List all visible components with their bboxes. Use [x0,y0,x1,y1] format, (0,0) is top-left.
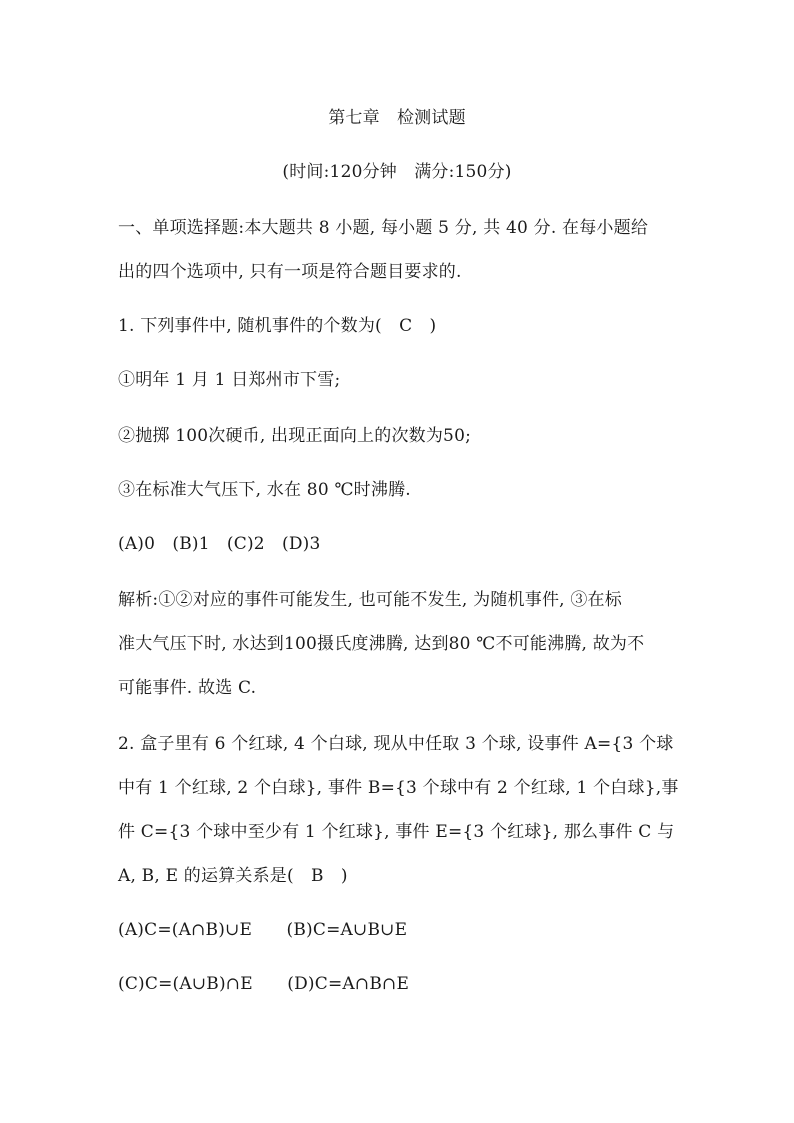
question-2-stem-line-3: 件 C={3 个球中至少有 1 个红球}, 事件 E={3 个红球}, 那么事件 C 与 [118,822,675,842]
question-2-options-a-b: (A)C=(A∩B)∪E (B)C=A∪B∪E [118,920,408,940]
question-1-item-1: ①明年 1 月 1 日郑州市下雪; [118,370,341,390]
question-2-stem-line-2: 中有 1 个红球, 2 个白球}, 事件 B={3 个球中有 2 个红球, 1 个白球},事 [118,778,679,798]
question-1-options: (A)0 (B)1 (C)2 (D)3 [118,534,321,554]
question-1-analysis-line-1: 解析:①②对应的事件可能发生, 也可能不发生, 为随机事件, ③在标 [118,590,622,610]
section-heading-line-2: 出的四个选项中, 只有一项是符合题目要求的. [118,262,462,282]
question-2-stem-line-4: A, B, E 的运算关系是( B ) [118,866,348,886]
question-1-analysis-line-3: 可能事件. 故选 C. [118,678,257,698]
page-subtitle: (时间:120分钟 满分:150分) [282,162,512,182]
question-2-options-c-d: (C)C=(A∪B)∩E (D)C=A∩B∩E [118,974,410,994]
question-1-item-2: ②抛掷 100次硬币, 出现正面向上的次数为50; [118,426,472,446]
question-1-stem: 1. 下列事件中, 随机事件的个数为( C ) [118,316,437,336]
question-2-stem-line-1: 2. 盒子里有 6 个红球, 4 个白球, 现从中任取 3 个球, 设事件 A={3 个球 [118,734,674,754]
page-title: 第七章 检测试题 [328,108,466,128]
section-heading-line-1: 一、单项选择题:本大题共 8 小题, 每小题 5 分, 共 40 分. 在每小题给 [118,218,649,238]
question-1-analysis-line-2: 准大气压下时, 水达到100摄氏度沸腾, 达到80 ℃不可能沸腾, 故为不 [118,634,645,654]
question-1-item-3: ③在标准大气压下, 水在 80 ℃时沸腾. [118,480,411,500]
